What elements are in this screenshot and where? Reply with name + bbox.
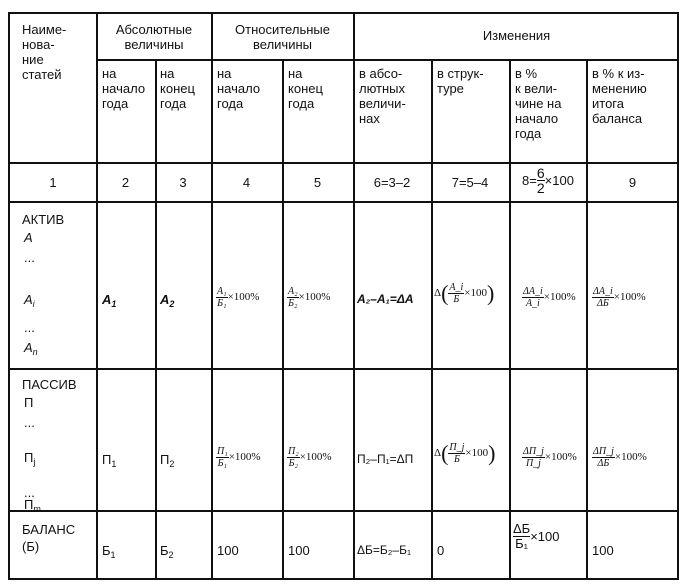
balance-analysis-table (8, 12, 679, 580)
passiv-col9-formula (592, 446, 647, 469)
colnum-6: 6=3–2 (373, 175, 411, 190)
aktiv-col7-lparen: ( (441, 280, 449, 306)
aktiv-col3-index: 2 (169, 299, 175, 309)
passiv-col2-letter: П (102, 452, 112, 467)
balance-col5: 100 (288, 543, 310, 558)
passiv-item-j-index: j (33, 457, 36, 467)
balance-col3-index: 2 (168, 550, 174, 560)
aktiv-col7-fraction (448, 282, 464, 305)
aktiv-col4-denominator: Б₁ (217, 298, 227, 309)
aktiv-col5-numerator: A₂ (288, 286, 298, 297)
rule-header-sub (96, 59, 679, 61)
aktiv-item-n (24, 339, 38, 361)
aktiv-col9-fraction (592, 286, 614, 309)
passiv-col7-multiplier: ×100 (465, 447, 489, 459)
header-change-pct-total: в % к из- менению итога баланса (592, 66, 647, 126)
passiv-col9-fraction (592, 446, 615, 469)
passiv-col6: П₂–П₁=ΔП (357, 452, 414, 466)
aktiv-col9-numerator: ΔA_i (593, 286, 613, 297)
aktiv-col8-fraction (522, 286, 544, 309)
passiv-col7-delta: Δ (434, 447, 442, 459)
passiv-dots-1: ... (24, 415, 35, 430)
aktiv-item-i (24, 291, 35, 313)
passiv-col4-numerator: П₁ (217, 446, 228, 457)
passiv-col8-multiplier: ×100% (544, 451, 577, 463)
passiv-letter: П (24, 395, 34, 410)
balance-col8-suffix: ×100 (530, 529, 560, 544)
colnum-9: 9 (628, 175, 637, 190)
colnum-8-numerator: 6 (536, 165, 545, 181)
passiv-col7-fraction (448, 442, 465, 465)
passiv-col2-index: 1 (111, 459, 117, 469)
balance-col4: 100 (217, 543, 239, 558)
balance-col2-index: 1 (110, 550, 116, 560)
balance-col3-letter: Б (160, 543, 169, 558)
passiv-col4-multiplier: ×100% (228, 451, 261, 463)
aktiv-col5-multiplier: ×100% (298, 291, 331, 303)
aktiv-col7-formula (434, 282, 494, 305)
colnum-8-denominator: 2 (536, 180, 545, 196)
header-abs-start: на начало года (102, 66, 146, 111)
aktiv-col7-rparen: ) (487, 280, 495, 306)
aktiv-item-i-letter: А (24, 292, 33, 307)
rule-numbers-end (10, 201, 679, 203)
aktiv-col8-denominator: A_i (525, 298, 540, 309)
colnum-8-suffix: ×100 (544, 173, 574, 188)
passiv-dots-2: ... (24, 485, 35, 500)
aktiv-col7-multiplier: ×100 (464, 287, 488, 299)
col-rule-8 (586, 59, 588, 580)
passiv-col5-multiplier: ×100% (299, 451, 332, 463)
col-rule-2 (155, 59, 157, 580)
colnum-1: 1 (49, 175, 57, 190)
aktiv-dots-2: ... (24, 320, 35, 335)
passiv-col7-rparen: ) (488, 440, 496, 466)
passiv-col5-denominator: Б₂ (288, 458, 299, 469)
passiv-col5-numerator: П₂ (288, 446, 299, 457)
aktiv-col9-formula (592, 286, 646, 309)
header-item-names: Наиме- нова- ние статей (22, 22, 67, 82)
aktiv-col4-numerator: A₁ (217, 286, 227, 297)
passiv-item-m-index: m (33, 504, 41, 514)
colnum-8-fraction (537, 166, 545, 195)
aktiv-col7-denominator: Б (453, 294, 460, 305)
aktiv-dots-1: ... (24, 250, 35, 265)
passiv-col7-formula (434, 442, 495, 465)
passiv-item-m (24, 496, 41, 518)
balance-col6: ΔБ=Б₂–Б₁ (357, 543, 412, 557)
passiv-col9-denominator: ΔБ (597, 458, 610, 469)
aktiv-item-n-letter: А (24, 340, 33, 355)
passiv-item-j-letter: П (24, 450, 34, 465)
aktiv-col5-fraction (287, 286, 299, 309)
passiv-col8-numerator: ΔП_j (523, 446, 544, 457)
colnum-2: 2 (121, 175, 130, 190)
aktiv-col9-multiplier: ×100% (613, 291, 646, 303)
aktiv-col4-fraction (216, 286, 228, 309)
rule-header-end (10, 162, 679, 164)
balance-col7: 0 (437, 543, 445, 558)
passiv-col7-numerator: П_j (449, 442, 465, 453)
passiv-col2 (102, 451, 116, 473)
aktiv-col8-formula (522, 286, 576, 309)
passiv-item-m-letter: П (24, 497, 34, 512)
aktiv-col8-numerator: ΔA_i (523, 286, 543, 297)
colnum-8 (509, 166, 587, 195)
aktiv-item-n-index: n (32, 347, 38, 357)
passiv-col8-formula (522, 446, 577, 469)
header-rel-end: на конец года (288, 66, 323, 111)
passiv-col3-index: 2 (169, 459, 175, 469)
col-rule-1 (96, 14, 98, 580)
colnum-8-prefix: 8= (522, 173, 537, 188)
balance-col8-denominator: Б₁ (515, 536, 529, 551)
aktiv-col7-delta: Δ (434, 287, 442, 299)
col-rule-6 (431, 59, 433, 580)
aktiv-col3-letter: А (160, 292, 170, 307)
aktiv-col2 (102, 291, 116, 313)
passiv-col7-denominator: Б (453, 454, 460, 465)
aktiv-col5-formula (287, 286, 330, 309)
aktiv-col9-denominator: ΔБ (596, 298, 609, 309)
passiv-item-j (24, 449, 35, 471)
passiv-col9-multiplier: ×100% (614, 451, 647, 463)
col-rule-7 (509, 59, 511, 580)
balance-col2 (102, 542, 116, 564)
colnum-7: 7=5–4 (451, 175, 489, 190)
header-absolute: Абсолютные величины (115, 22, 193, 52)
aktiv-col4-formula (216, 286, 259, 309)
passiv-col7-lparen: ( (441, 440, 449, 466)
header-changes: Изменения (482, 28, 551, 43)
header-change-abs: в абсо- лютных величи- нах (359, 66, 406, 126)
aktiv-col7-numerator: A_i (449, 282, 464, 293)
balance-col8 (513, 522, 560, 551)
aktiv-col5-denominator: Б₂ (288, 298, 298, 309)
aktiv-col3 (160, 291, 174, 313)
colnum-5: 5 (313, 175, 322, 190)
aktiv-col4-multiplier: ×100% (227, 291, 260, 303)
aktiv-letter: А (24, 230, 33, 245)
passiv-col4-formula (216, 446, 261, 469)
balance-col8-numerator: ΔБ (513, 521, 531, 536)
passiv-col8-fraction (522, 446, 545, 469)
header-abs-end: на конец года (160, 66, 195, 111)
balance-col8-fraction (513, 522, 530, 551)
passiv-col3-letter: П (160, 452, 170, 467)
header-rel-start: на начало года (217, 66, 261, 111)
aktiv-col2-letter: А (102, 292, 112, 307)
balance-col3 (160, 542, 174, 564)
rule-aktiv-end (10, 368, 679, 370)
passiv-col3 (160, 451, 174, 473)
passiv-col8-denominator: П_j (525, 458, 541, 469)
rule-passiv-end (10, 510, 679, 512)
col-rule-3 (211, 14, 213, 580)
passiv-title: ПАССИВ (22, 377, 77, 392)
balance-col9: 100 (592, 543, 614, 558)
aktiv-title: АКТИВ (22, 212, 65, 227)
col-rule-5 (353, 14, 355, 580)
colnum-3: 3 (179, 175, 187, 190)
passiv-col5-formula (287, 446, 332, 469)
aktiv-col8-multiplier: ×100% (543, 291, 576, 303)
passiv-col5-fraction (287, 446, 300, 469)
passiv-col4-fraction (216, 446, 229, 469)
balance-title: БАЛАНС (Б) (22, 522, 76, 554)
passiv-col9-numerator: ΔП_j (593, 446, 614, 457)
header-change-pct-start: в % к вели- чине на начало года (515, 66, 562, 141)
colnum-4: 4 (242, 175, 251, 190)
aktiv-col6: А₂–А₁=ΔА (357, 292, 414, 306)
passiv-col4-denominator: Б₁ (217, 458, 228, 469)
col-rule-4 (282, 59, 284, 580)
header-change-structure: в струк- туре (437, 66, 484, 96)
header-relative: Относительные величины (235, 22, 330, 52)
aktiv-col2-index: 1 (111, 299, 117, 309)
aktiv-item-i-index: i (32, 299, 35, 309)
balance-col2-letter: Б (102, 543, 111, 558)
